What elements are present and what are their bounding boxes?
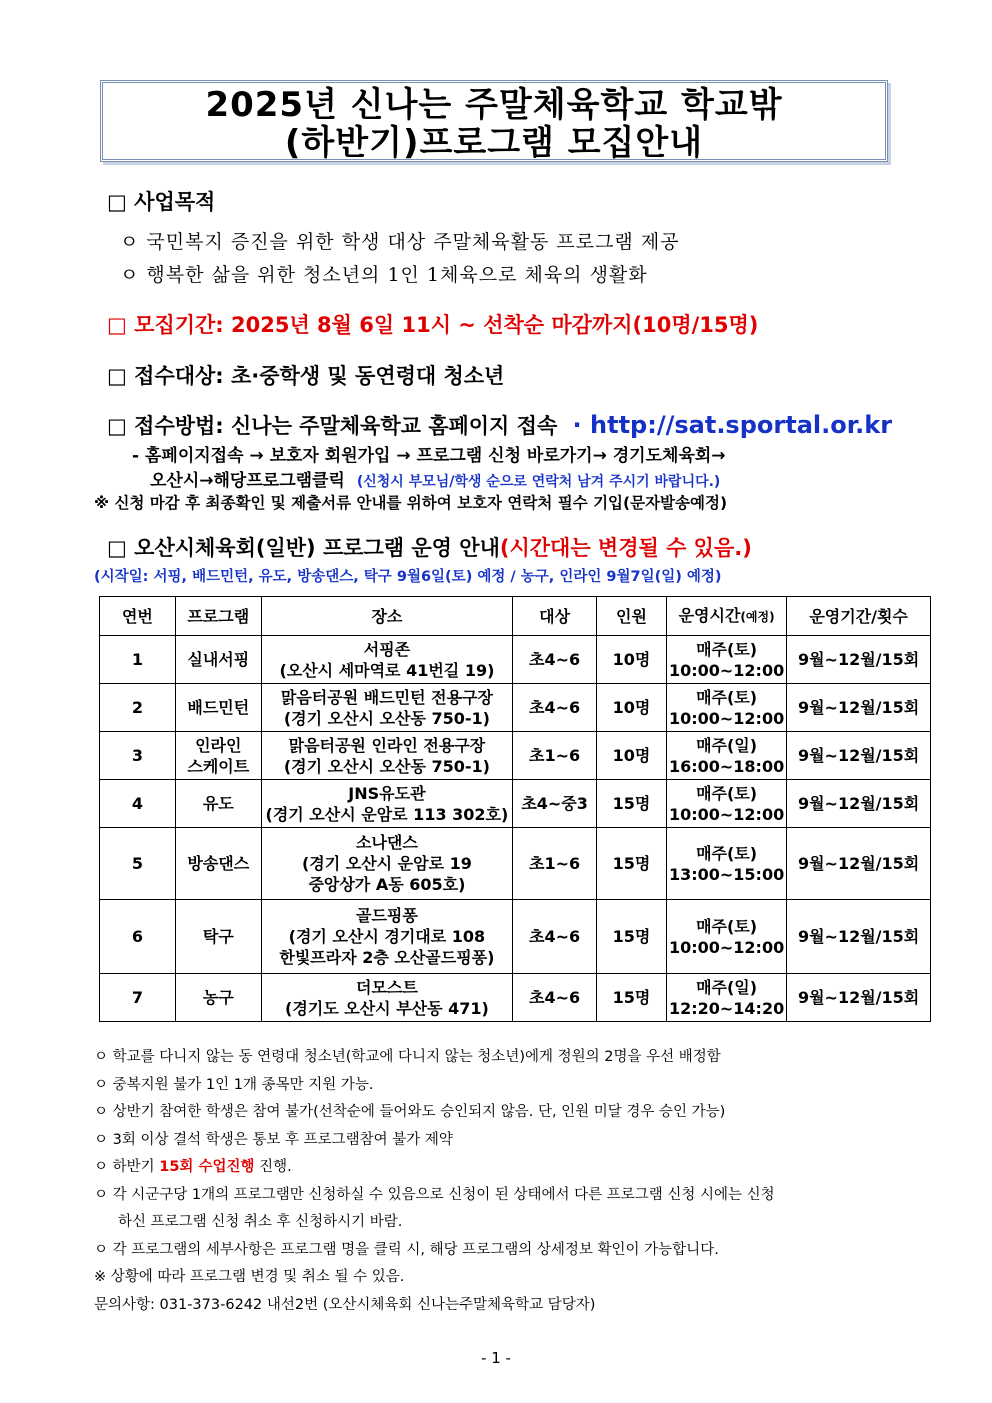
row-program[interactable]: 탁구 [175,900,261,974]
row-count: 10명 [597,636,667,684]
table-row [100,900,931,974]
row-time [666,684,786,732]
row-target: 초1~6 [513,828,597,900]
place-name: 골드핑퐁 [356,906,418,925]
time-range: 10:00~12:00 [668,708,785,728]
header-program: 프로그램 [175,597,261,636]
note-highlight: 15회 수업진행 [159,1159,255,1175]
row-count: 15명 [597,828,667,900]
note-item: ※ 상황에 따라 프로그램 변경 및 취소 될 수 있음. [94,1269,405,1285]
note-text: ㅇ 하반기 [94,1159,160,1175]
row-time [666,732,786,780]
note-item: ㅇ 각 프로그램의 세부사항은 프로그램 명을 클릭 시, 해당 프로그램의 상세정보 확인이 가능합니다. [94,1241,719,1258]
contact-info: 문의사항: 031-373-6242 내선2번 (오산시체육회 신나는주말체육학교 담당자) [94,1296,596,1313]
row-place [261,974,512,1022]
table-row [100,636,931,684]
table-row [100,780,931,828]
row-place [261,900,512,974]
time-day: 매주(토) [696,687,758,707]
row-program[interactable]: 방송댄스 [175,828,261,900]
row-target: 초4~중3 [513,780,597,828]
method-heading [107,410,892,440]
header-period: 운영기간/횟수 [787,597,931,636]
table-header-row [100,597,931,636]
place-addr: (경기도 오산시 부산동 471) [285,998,489,1018]
program-line1: 인라인 [195,735,242,755]
time-range: 10:00~12:00 [668,660,785,680]
time-range: 13:00~15:00 [668,864,785,884]
row-program[interactable] [175,732,261,780]
row-place [261,780,512,828]
row-place [261,732,512,780]
note-item-cont: 하신 프로그램 신청 취소 후 신청하시기 바람. [118,1214,403,1230]
row-program[interactable]: 배드민턴 [175,684,261,732]
row-period: 9월~12월/15회 [787,900,931,974]
notes-list [94,1044,914,1319]
place-addr: (오산시 세마역로 41번길 19) [279,660,495,680]
row-period: 9월~12월/15회 [787,828,931,900]
row-period: 9월~12월/15회 [787,780,931,828]
row-time [666,636,786,684]
place-addr: (경기 오산시 경기대로 108 [288,927,486,946]
purpose-item-1: ㅇ 국민복지 증진을 위한 학생 대상 주말체육활동 프로그램 제공 [120,231,680,253]
row-place [261,828,512,900]
row-time [666,780,786,828]
purpose-item-2: ㅇ 행복한 삶을 위한 청소년의 1인 1체육으로 체육의 생활화 [120,264,648,286]
row-target: 초4~6 [513,900,597,974]
place-name: 맑음터공원 배드민턴 전용구장 [280,687,493,707]
place-name: 소나댄스 [356,833,418,852]
table-row [100,684,931,732]
row-count: 15명 [597,780,667,828]
row-period: 9월~12월/15회 [787,684,931,732]
method-step2-note: (신청시 부모님/학생 순으로 연락처 남겨 주시기 바랍니다.) [356,474,721,490]
row-no: 4 [100,780,176,828]
row-target: 초1~6 [513,732,597,780]
method-heading-text: □ 접수방법: 신나는 주말체육학교 홈페이지 접속 [107,414,558,438]
period-text: □ 모집기간: 2025년 8월 6일 11시 ~ 선착순 마감까지(10명/15명) [107,313,759,337]
site-url-link[interactable]: · http://sat.sportal.or.kr [572,411,893,439]
row-count: 10명 [597,684,667,732]
note-item: ㅇ 3회 이상 결석 학생은 통보 후 프로그램참여 불가 제약 [94,1131,453,1148]
note-item [94,1154,914,1182]
row-period: 9월~12월/15회 [787,636,931,684]
time-range: 16:00~18:00 [668,756,785,776]
title-line2: (하반기)프로그램 모집안내 [284,123,704,163]
row-no: 5 [100,828,176,900]
place-addr2: 한빛프라자 2층 오산골드핑퐁) [279,948,495,967]
note-text: 진행. [254,1159,292,1175]
row-program[interactable]: 유도 [175,780,261,828]
row-program[interactable]: 실내서핑 [175,636,261,684]
place-addr2: 중앙상가 A동 605호) [308,875,466,894]
place-addr: (경기 오산시 운암로 113 302호) [265,804,509,824]
time-day: 매주(토) [696,843,758,863]
note-item: ㅇ 학교를 다니지 않는 동 연령대 청소년(학교에 다니지 않는 청소년)에게 정원의 2명을 우선 배정함 [94,1049,721,1065]
place-name: JNS유도관 [348,783,426,803]
table-row [100,732,931,780]
place-addr: (경기 오산시 오산동 750-1) [283,708,490,728]
title-line1: 2025년 신나는 주말체육학교 학교밖 [205,85,783,125]
header-time-label: 운영시간 [678,605,741,625]
time-range: 10:00~12:00 [668,937,785,957]
row-place [261,636,512,684]
purpose-heading: □ 사업목적 [107,190,216,214]
header-count: 인원 [597,597,667,636]
place-name: 맑음터공원 인라인 전용구장 [288,735,486,755]
operation-start: (시작일: 서핑, 배드민턴, 유도, 방송댄스, 탁구 9월6일(토) 예정 / 농구, 인라인 9월7일(일) 예정) [94,569,722,585]
header-no: 연번 [100,597,176,636]
table-row [100,828,931,900]
row-time [666,828,786,900]
program-line2: 스케이트 [187,756,250,776]
time-day: 매주(토) [696,639,758,659]
place-addr: (경기 오산시 운암로 19 [301,854,472,873]
row-count: 15명 [597,974,667,1022]
method-step2 [150,466,720,491]
row-no: 1 [100,636,176,684]
table-row [100,974,931,1022]
time-range: 10:00~12:00 [668,804,785,824]
row-count: 15명 [597,900,667,974]
time-day: 매주(토) [696,783,758,803]
row-target: 초4~6 [513,974,597,1022]
row-count: 10명 [597,732,667,780]
note-item: ㅇ 각 시군구당 1개의 프로그램만 신청하실 수 있음으로 신청이 된 상태에서 다른 프로그램 신청 시에는 신청 [94,1186,775,1203]
operation-heading [107,532,752,562]
header-time-note: (예정) [740,609,775,624]
row-target: 초4~6 [513,684,597,732]
header-place: 장소 [261,597,512,636]
time-day: 매주(일) [696,735,758,755]
title-box [100,80,888,162]
header-target: 대상 [513,597,597,636]
page-number: - 1 - [481,1349,511,1367]
method-step2-text: 오산시→해당프로그램클릭 [150,471,345,491]
place-name: 서핑존 [363,639,411,659]
target-text: □ 접수대상: 초·중학생 및 동연령대 청소년 [107,364,505,388]
note-item: ㅇ 상반기 참여한 학생은 참여 불가(선착순에 들어와도 승인되지 않음. 단, 인원 미달 경우 승인 가능) [94,1104,726,1120]
method-step1: - 홈페이지접속 → 보호자 회원가입 → 프로그램 신청 바로가기→ 경기도체육회→ [132,446,726,466]
place-addr: (경기 오산시 오산동 750-1) [283,756,490,776]
row-no: 6 [100,900,176,974]
time-day: 매주(일) [696,977,758,997]
row-no: 7 [100,974,176,1022]
row-no: 3 [100,732,176,780]
row-program[interactable]: 농구 [175,974,261,1022]
row-target: 초4~6 [513,636,597,684]
method-notice: ※ 신청 마감 후 최종확인 및 제출서류 안내를 위하여 보호자 연락처 필수 기입(문자발송예정) [94,494,728,512]
row-place [261,684,512,732]
row-period: 9월~12월/15회 [787,732,931,780]
program-table [99,596,931,1022]
time-range: 12:20~14:20 [668,998,785,1018]
row-time [666,900,786,974]
time-day: 매주(토) [696,916,758,936]
header-time [666,597,786,636]
row-no: 2 [100,684,176,732]
row-time [666,974,786,1022]
operation-heading-text: □ 오산시체육회(일반) 프로그램 운영 안내 [107,536,500,560]
operation-heading-note: (시간대는 변경될 수 있음.) [499,536,752,560]
place-name: 더모스트 [356,977,418,997]
note-item: ㅇ 중복지원 불가 1인 1개 종목만 지원 가능. [94,1076,374,1093]
row-period: 9월~12월/15회 [787,974,931,1022]
